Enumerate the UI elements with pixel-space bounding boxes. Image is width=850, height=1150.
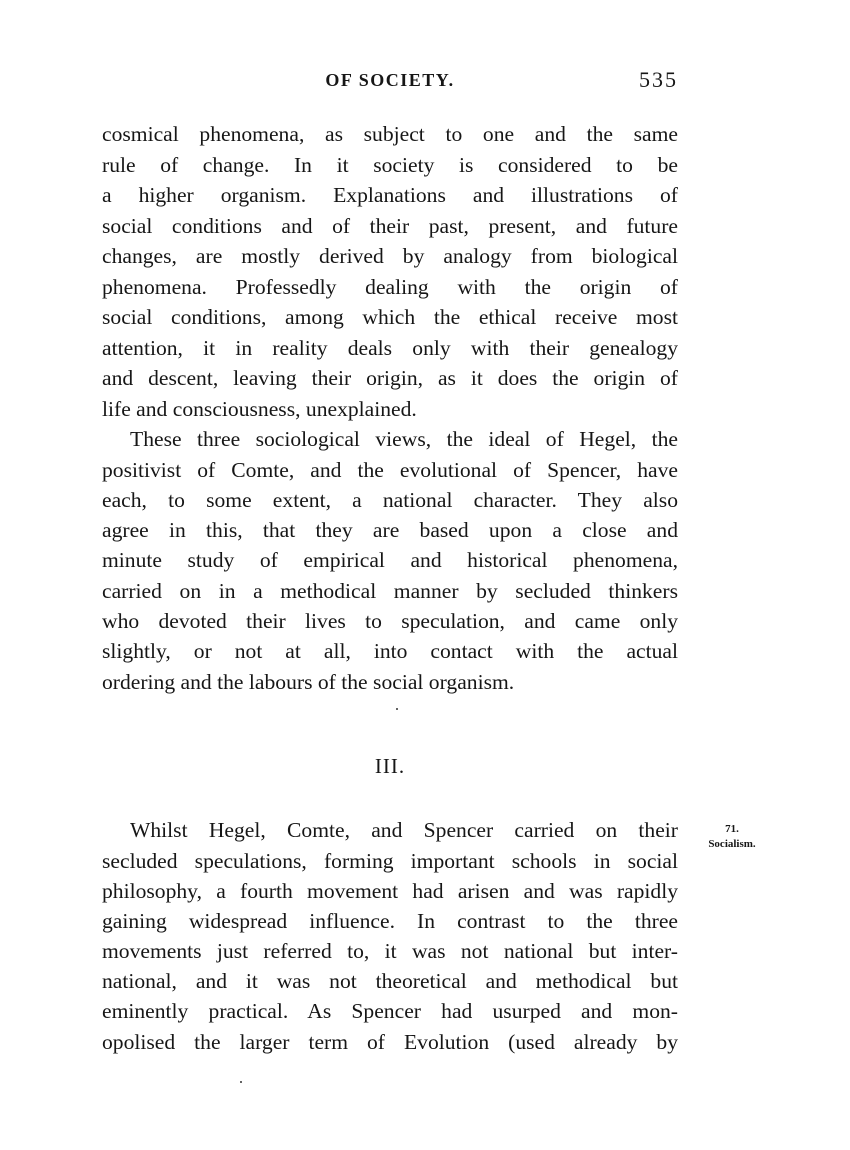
text-line: national, and it was not theoretical and methodical but xyxy=(102,969,678,993)
print-speck xyxy=(396,708,398,710)
section-heading: III. xyxy=(374,754,406,778)
text-line: phenomena. Professedly dealing with the origin of xyxy=(102,275,678,299)
text-line: social conditions, among which the ethical receive most xyxy=(102,305,678,329)
margin-note xyxy=(694,822,770,852)
margin-note-number: 71. xyxy=(725,823,739,835)
text-line: cosmical phenomena, as subject to one and the same xyxy=(102,122,678,146)
text-line: and descent, leaving their origin, as it does the origin of xyxy=(102,366,678,390)
running-title: OF SOCIETY. xyxy=(325,70,455,90)
margin-note-label: Socialism. xyxy=(708,838,756,850)
text-line: each, to some extent, a national character. They also xyxy=(102,488,678,512)
text-line: who devoted their lives to speculation, and came only xyxy=(102,609,678,633)
text-line: rule of change. In it society is considered to be xyxy=(102,153,678,177)
text-line: secluded speculations, forming important schools in social xyxy=(102,849,678,873)
text-line: changes, are mostly derived by analogy from biological xyxy=(102,244,678,268)
text-line: social conditions and of their past, present, and future xyxy=(102,214,678,238)
text-line: agree in this, that they are based upon a close and xyxy=(102,518,678,542)
text-line: ordering and the labours of the social organism. xyxy=(102,670,515,694)
text-line: minute study of empirical and historical phenomena, xyxy=(102,548,678,572)
text-line: attention, it in reality deals only with their genealogy xyxy=(102,336,678,360)
print-speck xyxy=(240,1081,242,1083)
text-line: life and consciousness, unexplained. xyxy=(102,397,417,421)
text-line: philosophy, a fourth movement had arisen and was rapidly xyxy=(102,879,678,903)
text-line: movements just referred to, it was not national but inter- xyxy=(102,939,678,963)
page-number: 535 xyxy=(639,67,678,92)
text-line: Whilst Hegel, Comte, and Spencer carried on their xyxy=(130,818,678,842)
text-line: carried on in a methodical manner by secluded thinkers xyxy=(102,579,678,603)
text-line: a higher organism. Explanations and illustrations of xyxy=(102,183,678,207)
running-head xyxy=(102,67,678,100)
text-line: eminently practical. As Spencer had usurped and mon- xyxy=(102,999,678,1023)
text-line: slightly, or not at all, into contact with the actual xyxy=(102,639,678,663)
text-line: opolised the larger term of Evolution (used already by xyxy=(102,1030,678,1054)
text-line: These three sociological views, the ideal of Hegel, the xyxy=(130,427,678,451)
text-line: positivist of Comte, and the evolutional of Spencer, have xyxy=(102,458,678,482)
text-line: gaining widespread influence. In contrast to the three xyxy=(102,909,678,933)
